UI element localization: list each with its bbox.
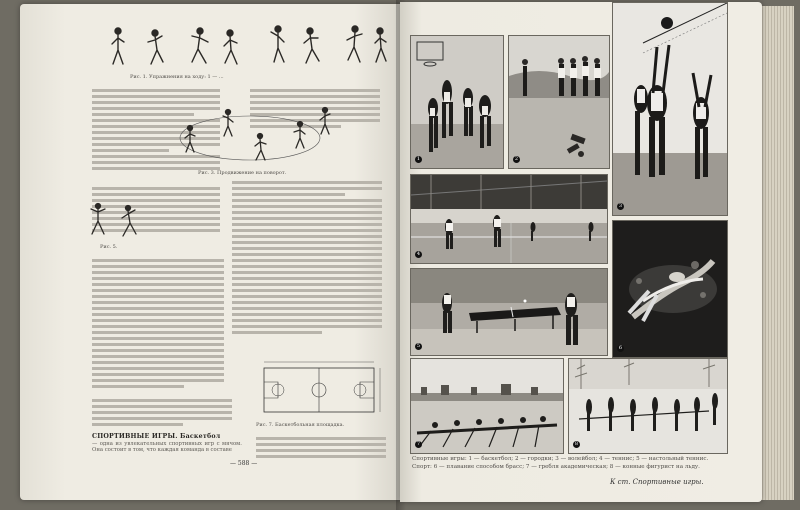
figure-caption-court: Рис. 7. Баскетбольная площадка. (256, 422, 345, 428)
photo-number-1: 1 (416, 156, 421, 162)
page-footer: К ст. Спортивные игры. (610, 478, 704, 486)
basketball-court-diagram (256, 358, 386, 420)
right-column-text-bottom (256, 434, 386, 461)
jump-figures-illustration (82, 200, 152, 244)
section-heading: СПОРТИВНЫЕ ИГРЫ. Баскетбол (92, 433, 221, 440)
page-edges (760, 6, 794, 500)
right-page (400, 2, 762, 502)
photo-number-7: 7 (416, 441, 421, 447)
photo-basketball (410, 35, 504, 169)
photo-rowing (410, 358, 564, 454)
photo-number-4: 4 (416, 251, 421, 257)
photo-gorodki (508, 35, 610, 169)
photo-number-2: 2 (514, 156, 519, 162)
exercise-figures-illustration (100, 22, 390, 72)
left-page-number: — 588 — (230, 460, 258, 467)
left-column-text-low (92, 256, 224, 391)
right-column-text-mid (232, 178, 382, 337)
bibliography-text (92, 396, 232, 429)
photo-table-tennis (410, 268, 608, 356)
photo-number-3: 3 (618, 203, 623, 209)
photo-caption-line-1: Спортивные игры: 1 — баскетбол; 2 — городки; 3 — волейбол; 4 — теннис; 5 — настольный теннис. (412, 456, 709, 462)
photo-caption-line-2: Спорт: 6 — плавание способом брасс; 7 — гребля академическая; 8 — конные фигурист на льду. (412, 464, 700, 470)
figure-caption-2: Рис. 3. Продвижение на поворот. (198, 170, 287, 176)
figure-caption-3: Рис. 5. (100, 244, 118, 250)
photo-number-8: 8 (574, 441, 579, 447)
photo-skating (568, 358, 728, 454)
photo-number-5: 5 (416, 343, 421, 349)
movement-diagram (170, 104, 350, 169)
section-heading-text: — одна из увлекательных спортивных игр с мячом. Она состоит в том, что каждая команда в составе (92, 441, 242, 454)
figure-caption-1: Рис. 1. Упражнения на ходу: 1 — ... (130, 74, 224, 80)
photo-swimming (612, 220, 728, 358)
left-page (20, 4, 400, 500)
photo-number-6: 6 (618, 345, 623, 351)
photo-volleyball (612, 2, 728, 216)
photo-tennis (410, 174, 608, 264)
